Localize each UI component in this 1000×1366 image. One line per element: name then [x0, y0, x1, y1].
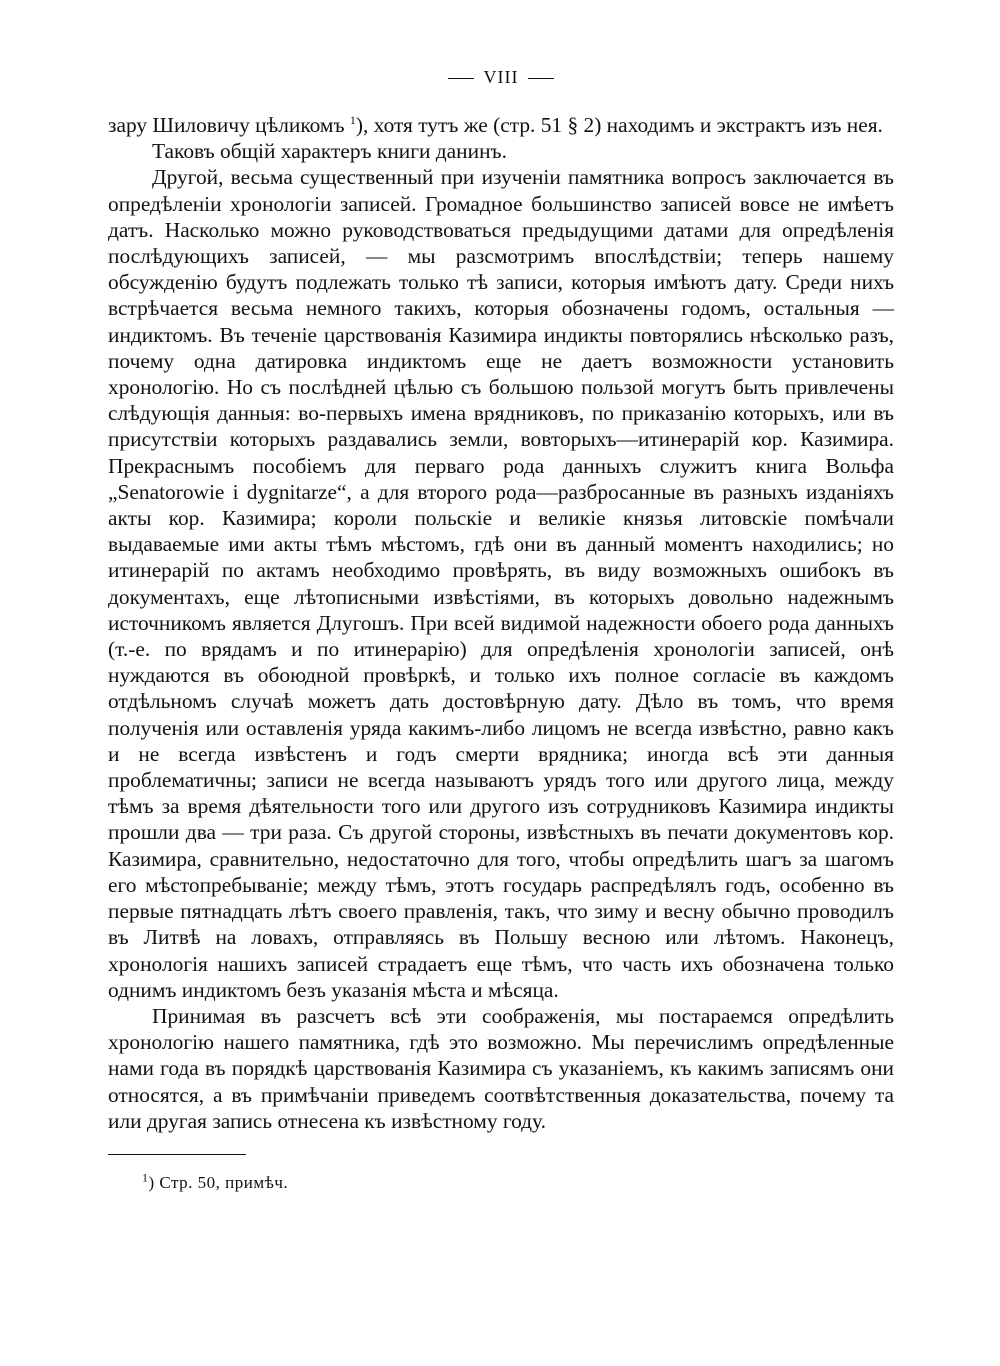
- paragraph-conclusion: Принимая въ разсчетъ всѣ эти соображенія, мы постараемся опредѣлить хронологію нашего памятника, гдѣ это возможно. Мы перечислимъ опредѣленные нами года въ порядкѣ царствованія Казимира съ указаніемъ, къ какимъ записямъ они относятся, а въ примѣчаніи приведемъ соотвѣтственныя доказательства, почему та или другая запись отнесена къ извѣстному году.: [108, 1003, 894, 1133]
- header-dash-left: [448, 78, 474, 79]
- paragraph-text: зару Шиловичу цѣликомъ: [108, 113, 350, 137]
- footnote-ref: 1: [349, 112, 356, 127]
- paragraph-text: ), хотя тутъ же (стр. 51 § 2) находимъ и экстрактъ изъ нея.: [355, 113, 883, 137]
- paragraph-summary: Таковъ общій характеръ книги данинъ.: [152, 139, 507, 164]
- footnote-text: ) Стр. 50, примѣч.: [148, 1172, 289, 1192]
- page-header: [108, 66, 894, 88]
- footnote-marker: 1: [142, 1170, 149, 1185]
- body-text: [108, 112, 894, 1134]
- header-dash-right: [528, 78, 554, 79]
- paragraph-chronology: Другой, весьма существенный при изученіи памятника вопросъ заключается въ опредѣленіи хронологіи записей. Громадное большинство записей вовсе не имѣетъ датъ. Насколько можно руководствоваться предыдущими датами для опредѣленія послѣдующихъ записей, — мы разсмотримъ впослѣдствіи; теперь нашему обсужденію будутъ подлежать только тѣ записи, которыя имѣютъ дату. Среди нихъ встрѣчается весьма немного такихъ, которыя обозначены годомъ, остальныя — индиктомъ. Въ теченіе царствованія Казимира индикты повторялись нѣсколько разъ, почему одна датировка индиктомъ еще не даетъ возможности установить хронологію. Но съ послѣдней цѣлью съ большою пользой могутъ быть привлечены слѣдующія данныя: во-первыхъ имена врядниковъ, по приказанію которыхъ, или въ присутствіи которыхъ раздавались земли, вовторыхъ—итинерарій кор. Казимира. Прекраснымъ пособіемъ для перваго рода данныхъ служитъ книга Вольфа „Senatorowie i dygnitarze“, а для второго рода—разбросанные въ разныхъ изданіяхъ акты кор. Казимира; короли польскіе и великіе князья литовскіе помѣчали выдаваемые ими акты тѣмъ мѣстомъ, гдѣ они въ данный моментъ находились; но итинерарій по актамъ необходимо провѣрять, въ виду возможныхъ ошибокъ въ документахъ, еще лѣтописными извѣстіями, въ которыхъ довольно надежнымъ источникомъ является Длугошъ. При всей видимой надежности обоего рода данныхъ (т.-е. по врядамъ и по итинерарію) для опредѣленія хронологіи записей, онѣ нуждаются въ обоюдной провѣркѣ, и только ихъ полное согласіе въ каждомъ отдѣльномъ случаѣ можетъ дать достовѣрную дату. Дѣло въ томъ, что время полученія или оставленія уряда какимъ-либо лицомъ не всегда извѣстно, равно какъ и не всегда извѣстенъ и годъ смерти врядника; иногда всѣ эти данныя проблематичны; записи не всегда называютъ урядъ того или другого лица, между тѣмъ за время дѣятельности того или другого изъ сотрудниковъ Казимира индикты прошли два — три раза. Съ другой стороны, извѣстныхъ въ печати документовъ кор. Казимира, сравнительно, недостаточно для того, чтобы опредѣлить шагъ за шагомъ его мѣстопребываніе; между тѣмъ, этотъ государь распредѣлялъ годъ, особенно въ первые пятнадцать лѣтъ своего правленія, такъ, что зиму и весну обычно проводилъ въ Литвѣ на ловахъ, отправляясь въ Польшу весною или лѣтомъ. Наконецъ, хронологія нашихъ записей страдаетъ еще тѣмъ, что часть ихъ обозначена только однимъ индиктомъ безъ указанія мѣста и мѣсяца.: [108, 165, 894, 1002]
- page-number: VIII: [483, 67, 519, 87]
- footnote-rule: [108, 1154, 246, 1155]
- document-page: [108, 66, 894, 1346]
- footnote: [108, 1170, 894, 1193]
- paragraph-continuation: [108, 112, 894, 138]
